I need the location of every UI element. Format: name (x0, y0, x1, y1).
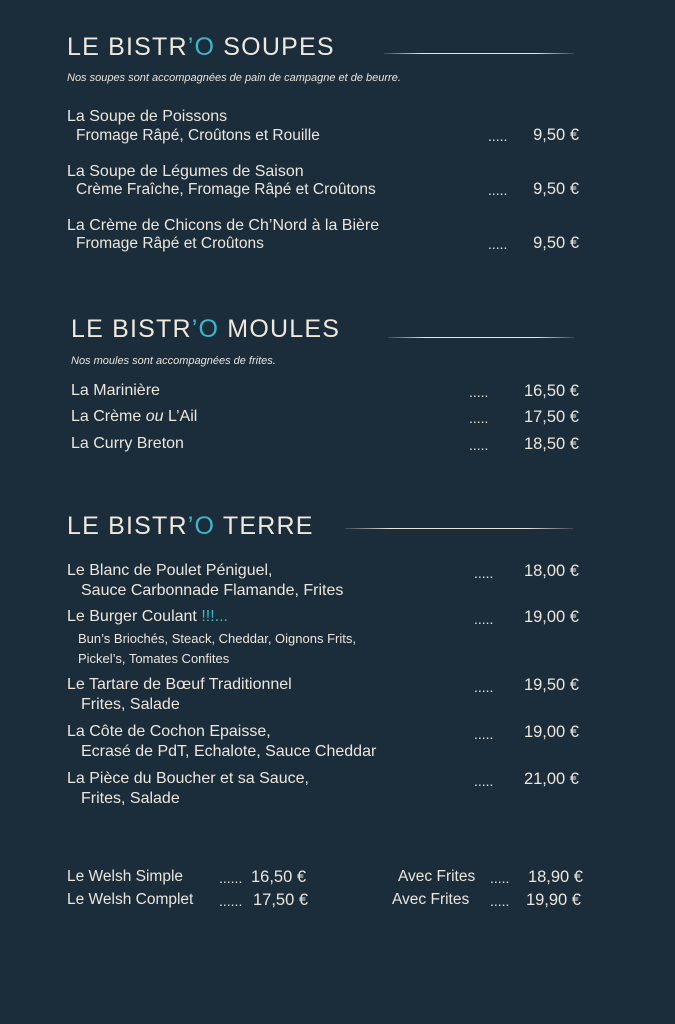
section-title-moules: LE BISTR’O MOULES (71, 315, 341, 343)
menu-item-desc: Ecrasé de PdT, Echalote, Sauce Cheddar (81, 743, 377, 760)
menu-item-name: La Pièce du Boucher et sa Sauce, (67, 770, 309, 787)
menu-item-desc: Frites, Salade (81, 790, 180, 807)
menu-item-desc: Frites, Salade (81, 696, 180, 713)
welsh-item-name: Le Welsh Complet (67, 891, 194, 908)
welsh-with-fries-dots: ..... (490, 870, 510, 886)
section-title-terre: LE BISTR’O TERRE (67, 512, 314, 540)
menu-item-dots: ..... (474, 726, 494, 742)
menu-item-dots: ..... (488, 182, 508, 198)
menu-item-name: Le Tartare de Bœuf Traditionnel (67, 676, 292, 693)
menu-item-price: 9,50 € (533, 234, 579, 252)
menu-item-name: La Crème ou L’Ail (71, 408, 198, 425)
menu-item-desc: Fromage Râpé, Croûtons et Rouille (76, 127, 320, 144)
menu-item-name: La Soupe de Légumes de Saison (67, 163, 304, 180)
menu-item-dots: ..... (488, 128, 508, 144)
menu-item-name: La Crème de Chicons de Ch’Nord à la Bière (67, 217, 380, 234)
menu-item-name: La Curry Breton (71, 435, 184, 452)
menu-item-desc: Crème Fraîche, Fromage Râpé et Croûtons (76, 181, 376, 198)
menu-item-dots: ..... (474, 565, 494, 581)
welsh-item-name: Le Welsh Simple (67, 868, 184, 885)
title-rule (384, 53, 574, 54)
menu-item-price: 21,00 € (523, 770, 579, 788)
welsh-item-price: 16,50 € (251, 868, 307, 886)
welsh-with-fries-price: 19,90 € (525, 891, 581, 909)
menu-item-dots: ..... (488, 236, 508, 252)
menu-item-dots: ..... (469, 384, 489, 400)
menu-item-price: 9,50 € (533, 180, 579, 198)
menu-item-price: 17,50 € (523, 408, 579, 426)
welsh-with-fries-label: Avec Frites (398, 868, 476, 885)
section-title-soupes: LE BISTR’O SOUPES (67, 33, 335, 61)
menu-item-price: 18,50 € (523, 435, 579, 453)
menu-item-name: La Marinière (71, 382, 160, 399)
menu-item-dots: ..... (474, 773, 494, 789)
title-rule (345, 528, 573, 529)
menu-item-desc: Bun’s Briochés, Steack, Cheddar, Oignons Frits, (78, 631, 356, 646)
menu-item-price: 19,50 € (523, 676, 579, 694)
welsh-with-fries-dots: ..... (490, 893, 510, 909)
menu-item-price: 19,00 € (523, 723, 579, 741)
menu-item-name: Le Blanc de Poulet Péniguel, (67, 562, 273, 579)
welsh-item-price: 17,50 € (253, 891, 309, 909)
menu-item-price: 9,50 € (533, 126, 579, 144)
section-note: Nos moules sont accompagnées de frites. (71, 355, 276, 367)
menu-item-price: 18,00 € (523, 562, 579, 580)
title-rule (388, 337, 574, 338)
menu-item-dots: ..... (469, 410, 489, 426)
menu-item-desc: Pickel’s, Tomates Confites (78, 651, 230, 666)
welsh-item-dots: ...... (219, 893, 243, 909)
menu-item-desc: Fromage Râpé et Croûtons (76, 235, 264, 252)
menu-item-dots: ..... (474, 611, 494, 627)
menu-item-name: La Côte de Cochon Epaisse, (67, 723, 271, 740)
menu-item-dots: ..... (474, 679, 494, 695)
menu-item-price: 16,50 € (523, 382, 579, 400)
menu-item-name: Le Burger Coulant !!!... (67, 608, 228, 625)
menu-item-price: 19,00 € (523, 608, 579, 626)
section-note: Nos soupes sont accompagnées de pain de campagne et de beurre. (67, 72, 401, 84)
menu-item-name: La Soupe de Poissons (67, 108, 228, 125)
welsh-with-fries-label: Avec Frites (392, 891, 470, 908)
menu-item-desc: Sauce Carbonnade Flamande, Frites (81, 582, 344, 599)
welsh-item-dots: ...... (219, 870, 243, 886)
welsh-with-fries-price: 18,90 € (527, 868, 583, 886)
menu-item-dots: ..... (469, 437, 489, 453)
